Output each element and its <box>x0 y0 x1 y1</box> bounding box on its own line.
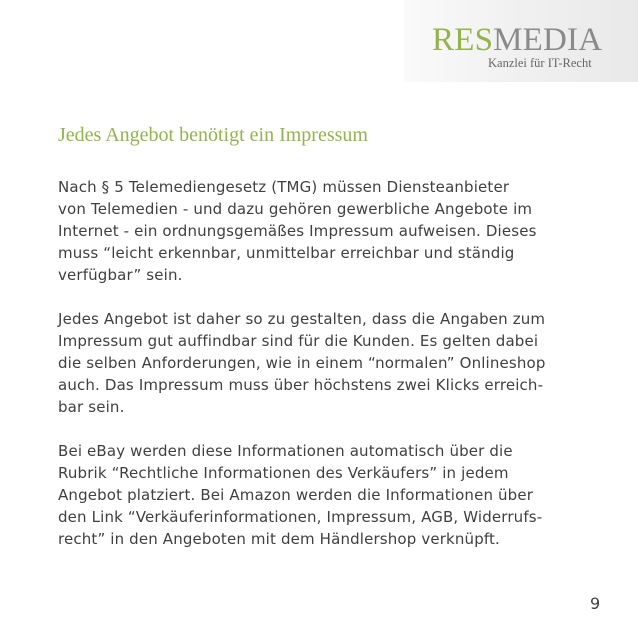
page-number: 9 <box>590 594 601 613</box>
logo-wordmark <box>432 22 602 58</box>
text-line: Nach § 5 Telemediengesetz (TMG) müssen Diensteanbieter <box>58 178 510 196</box>
text-line: muss “leicht erkennbar, unmittelbar erreichbar und ständig <box>58 244 515 262</box>
text-line: verfügbar” sein. <box>58 266 183 284</box>
paragraph-impressum-requirement <box>58 176 598 286</box>
paragraph-marketplaces <box>58 440 598 550</box>
text-line: bar sein. <box>58 398 125 416</box>
logo-tagline: Kanzlei für IT-Recht <box>488 56 592 70</box>
paragraph-offer-design <box>58 308 598 418</box>
text-line: Rubrik “Rechtliche Informationen des Verkäufers” in jedem <box>58 464 509 482</box>
text-line: den Link “Verkäuferinformationen, Impressum, AGB, Widerrufs- <box>58 508 543 526</box>
body-text <box>58 176 598 572</box>
text-line: Internet - ein ordnungsgemäßes Impressum aufweisen. Dieses <box>58 222 537 240</box>
resmedia-logo <box>432 22 612 74</box>
text-line: Impressum gut auffindbar sind für die Kunden. Es gelten dabei <box>58 332 539 350</box>
logo-res-text: RES <box>432 22 494 58</box>
section-heading: Jedes Angebot benötigt ein Impressum <box>58 124 368 146</box>
text-line: Bei eBay werden diese Informationen automatisch über die <box>58 442 513 460</box>
text-line: die selben Anforderungen, wie in einem “normalen” Onlineshop <box>58 354 546 372</box>
text-line: von Telemedien - und dazu gehören gewerbliche Angebote im <box>58 200 533 218</box>
text-line: Angebot platziert. Bei Amazon werden die Informationen über <box>58 486 534 504</box>
text-line: auch. Das Impressum muss über höchstens zwei Klicks erreich- <box>58 376 544 394</box>
text-line: recht” in den Angeboten mit dem Händlershop verknüpft. <box>58 530 500 548</box>
logo-media-text: MEDIA <box>493 22 603 58</box>
text-line: Jedes Angebot ist daher so zu gestalten, dass die Angaben zum <box>58 310 546 328</box>
